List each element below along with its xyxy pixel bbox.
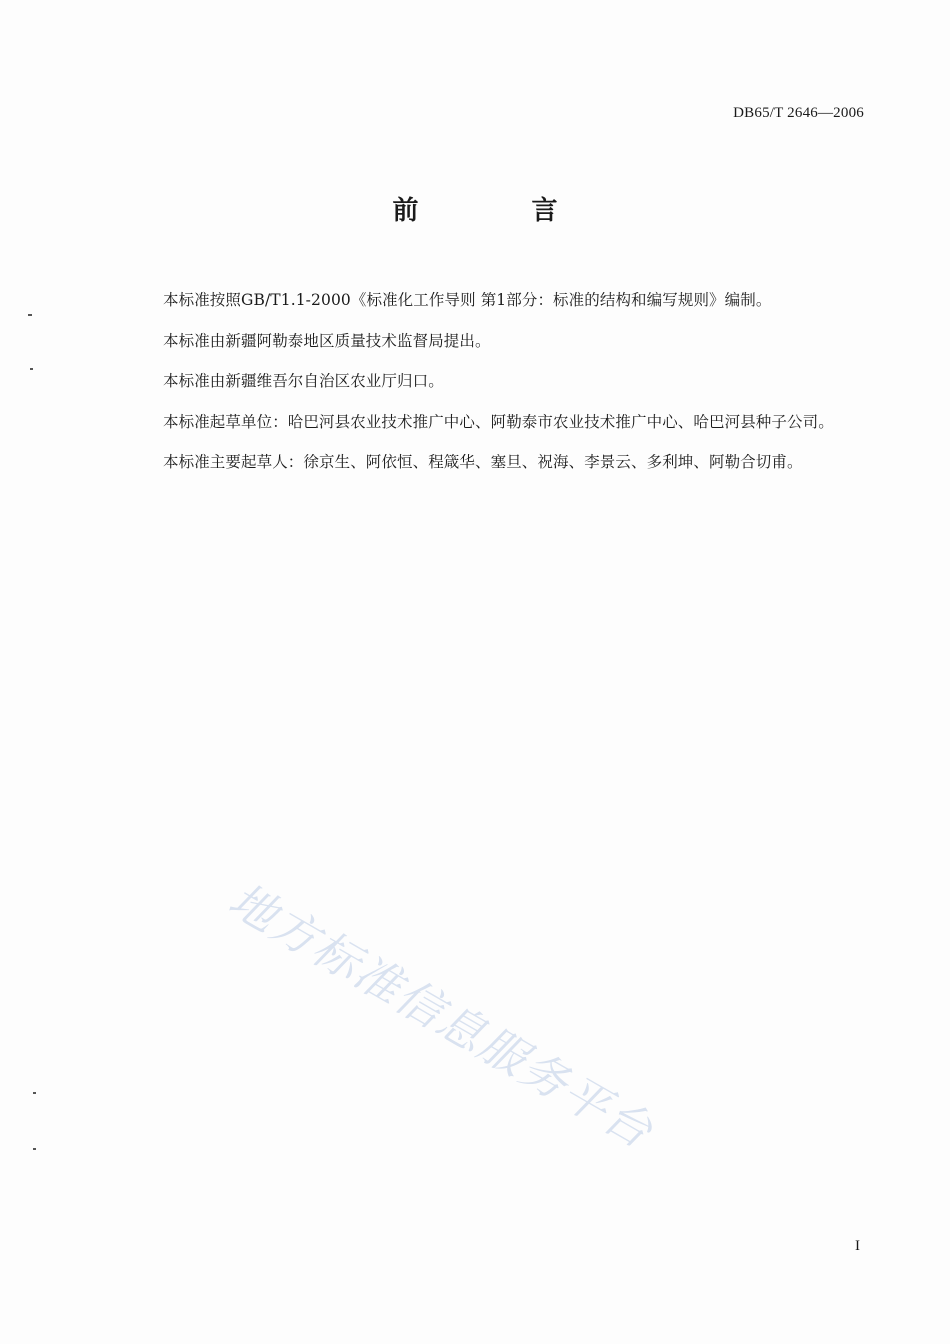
scan-speck (30, 368, 33, 370)
paragraph-drafting-basis: 本标准按照GB/T1.1-2000《标准化工作导则 第1部分：标准的结构和编写规则》编制。 (163, 291, 772, 309)
preface-body (163, 290, 883, 493)
watermark: 地方标准信息服务平台 (220, 872, 663, 1159)
paragraph-drafters: 本标准主要起草人：徐京生、阿依恒、程箴华、塞旦、祝海、李景云、多利坤、阿勒合切甫。 (163, 453, 803, 471)
standard-code: DB65/T 2646—2006 (733, 105, 864, 121)
page-title: 前 言 (392, 196, 610, 226)
paragraph-drafting-units: 本标准起草单位：哈巴河县农业技术推广中心、阿勒泰市农业技术推广中心、哈巴河县种子公司。 (163, 412, 834, 431)
paragraph-administrator: 本标准由新疆维吾尔自治区农业厅归口。 (163, 372, 444, 390)
scan-speck (33, 1092, 36, 1094)
page-number: I (855, 1238, 860, 1254)
paragraph-proposer: 本标准由新疆阿勒泰地区质量技术监督局提出。 (163, 331, 491, 350)
scan-speck (28, 314, 32, 316)
scan-speck (33, 1148, 36, 1150)
